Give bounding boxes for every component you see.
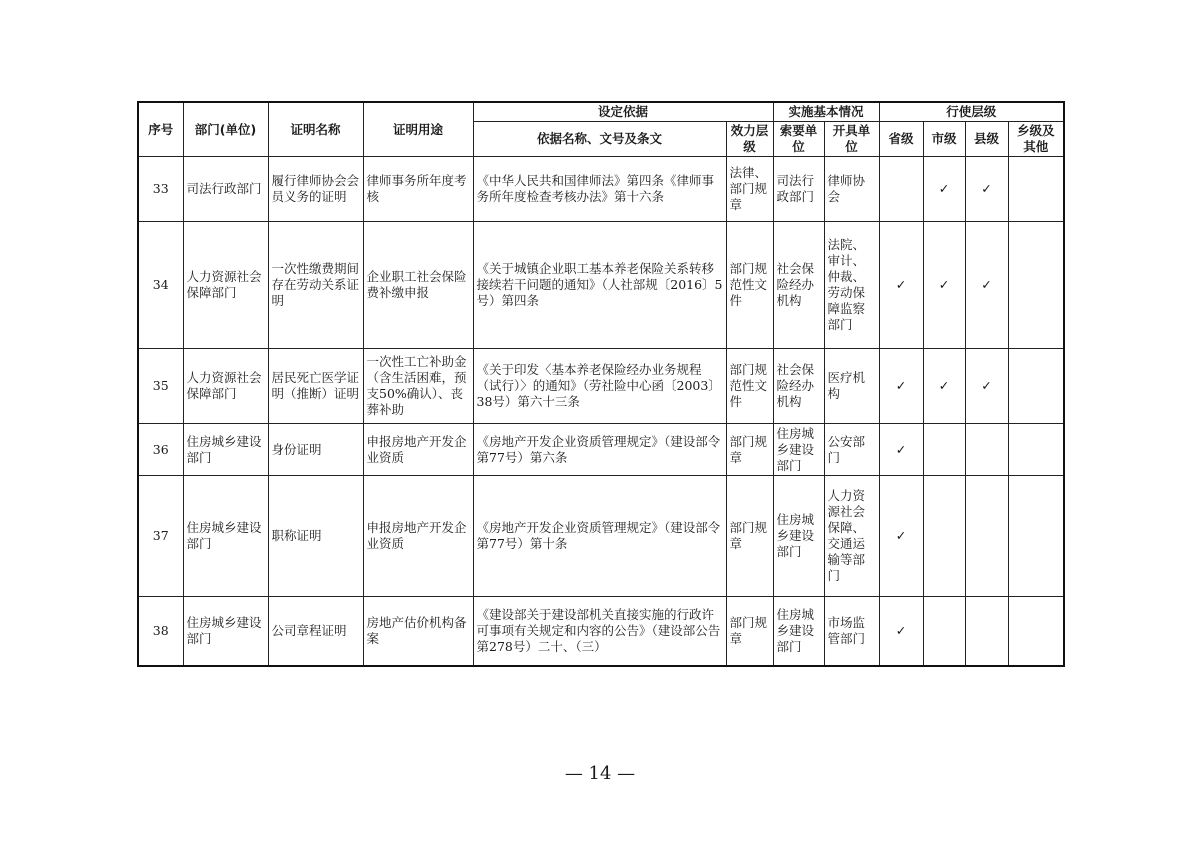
cell-cert-use: 企业职工社会保险费补缴申报 xyxy=(363,222,473,349)
cell-city xyxy=(923,424,965,476)
cell-cert-name: 居民死亡医学证明（推断）证明 xyxy=(268,349,363,424)
cell-town xyxy=(1008,597,1064,666)
cell-cert-use: 申报房地产开发企业资质 xyxy=(363,424,473,476)
cell-level: 部门规章 xyxy=(726,597,773,666)
cell-county xyxy=(965,597,1008,666)
cell-county: ✓ xyxy=(965,222,1008,349)
cell-req-unit: 住房城乡建设部门 xyxy=(773,424,824,476)
cell-town xyxy=(1008,349,1064,424)
cell-dept: 人力资源社会保障部门 xyxy=(183,222,268,349)
cell-cert-use: 房地产估价机构备案 xyxy=(363,597,473,666)
cell-prov: ✓ xyxy=(879,597,923,666)
cell-level: 部门规章 xyxy=(726,424,773,476)
cell-req-unit: 住房城乡建设部门 xyxy=(773,476,824,597)
cell-prov: ✓ xyxy=(879,222,923,349)
cell-prov: ✓ xyxy=(879,424,923,476)
header-town: 乡级及其他 xyxy=(1008,122,1064,157)
cell-issue-unit: 市场监管部门 xyxy=(824,597,879,666)
cell-cert-name: 公司章程证明 xyxy=(268,597,363,666)
cell-seq: 38 xyxy=(138,597,183,666)
cell-county: ✓ xyxy=(965,349,1008,424)
cell-cert-name: 身份证明 xyxy=(268,424,363,476)
cell-cert-use: 申报房地产开发企业资质 xyxy=(363,476,473,597)
cell-cert-use: 一次性工亡补助金（含生活困难，预支50%确认）、丧葬补助 xyxy=(363,349,473,424)
table-row xyxy=(138,597,1064,666)
cell-city: ✓ xyxy=(923,157,965,222)
cell-level: 法律、部门规章 xyxy=(726,157,773,222)
cell-cert-name: 履行律师协会会员义务的证明 xyxy=(268,157,363,222)
cell-cert-use: 律师事务所年度考核 xyxy=(363,157,473,222)
certificate-table xyxy=(137,101,1065,667)
header-prov: 省级 xyxy=(879,122,923,157)
cell-city xyxy=(923,476,965,597)
cell-level: 部门规范性文件 xyxy=(726,349,773,424)
header-exec-group: 行使层级 xyxy=(879,102,1064,122)
header-county: 县级 xyxy=(965,122,1008,157)
cell-city: ✓ xyxy=(923,349,965,424)
cell-seq: 34 xyxy=(138,222,183,349)
cell-dept: 住房城乡建设部门 xyxy=(183,597,268,666)
cell-basis: 《中华人民共和国律师法》第四条《律师事务所年度检查考核办法》第十六条 xyxy=(473,157,726,222)
cell-basis: 《房地产开发企业资质管理规定》（建设部令第77号）第六条 xyxy=(473,424,726,476)
cell-dept: 住房城乡建设部门 xyxy=(183,424,268,476)
cell-issue-unit: 医疗机构 xyxy=(824,349,879,424)
cell-req-unit: 社会保险经办机构 xyxy=(773,222,824,349)
header-seq: 序号 xyxy=(138,102,183,157)
cell-prov xyxy=(879,157,923,222)
cell-req-unit: 社会保险经办机构 xyxy=(773,349,824,424)
header-issue-unit: 开具单位 xyxy=(824,122,879,157)
header-dept: 部门(单位) xyxy=(183,102,268,157)
table-row xyxy=(138,222,1064,349)
cell-issue-unit: 公安部门 xyxy=(824,424,879,476)
header-cert-name: 证明名称 xyxy=(268,102,363,157)
cell-prov: ✓ xyxy=(879,349,923,424)
table-row xyxy=(138,349,1064,424)
cell-town xyxy=(1008,424,1064,476)
header-city: 市级 xyxy=(923,122,965,157)
cell-city: ✓ xyxy=(923,222,965,349)
cell-dept: 司法行政部门 xyxy=(183,157,268,222)
header-basis-text: 依据名称、文号及条文 xyxy=(473,122,726,157)
cell-seq: 35 xyxy=(138,349,183,424)
cell-req-unit: 司法行政部门 xyxy=(773,157,824,222)
cell-cert-name: 一次性缴费期间存在劳动关系证明 xyxy=(268,222,363,349)
page-number: — 14 — xyxy=(564,763,636,784)
header-level: 效力层级 xyxy=(726,122,773,157)
header-basis-group: 设定依据 xyxy=(473,102,773,122)
cell-issue-unit: 律师协会 xyxy=(824,157,879,222)
cell-dept: 人力资源社会保障部门 xyxy=(183,349,268,424)
cell-prov: ✓ xyxy=(879,476,923,597)
cell-level: 部门规范性文件 xyxy=(726,222,773,349)
table-row xyxy=(138,424,1064,476)
cell-issue-unit: 法院、审计、仲裁、劳动保障监察部门 xyxy=(824,222,879,349)
cell-county: ✓ xyxy=(965,157,1008,222)
cell-county xyxy=(965,476,1008,597)
cell-seq: 37 xyxy=(138,476,183,597)
cell-town xyxy=(1008,157,1064,222)
cell-basis: 《关于城镇企业职工基本养老保险关系转移接续若干问题的通知》（人社部规〔2016〕5号）第四条 xyxy=(473,222,726,349)
cell-dept: 住房城乡建设部门 xyxy=(183,476,268,597)
table-row xyxy=(138,157,1064,222)
cell-seq: 33 xyxy=(138,157,183,222)
cell-basis: 《建设部关于建设部机关直接实施的行政许可事项有关规定和内容的公告》（建设部公告第278号）二十、（三） xyxy=(473,597,726,666)
cell-basis: 《房地产开发企业资质管理规定》（建设部令第77号）第十条 xyxy=(473,476,726,597)
cell-town xyxy=(1008,222,1064,349)
header-impl-group: 实施基本情况 xyxy=(773,102,879,122)
cell-town xyxy=(1008,476,1064,597)
cell-basis: 《关于印发〈基本养老保险经办业务规程（试行）〉的通知》（劳社险中心函〔2003〕38号）第六十三条 xyxy=(473,349,726,424)
cell-issue-unit: 人力资源社会保障、交通运输等部门 xyxy=(824,476,879,597)
cell-county xyxy=(965,424,1008,476)
header-cert-use: 证明用途 xyxy=(363,102,473,157)
cell-seq: 36 xyxy=(138,424,183,476)
cell-city xyxy=(923,597,965,666)
cell-req-unit: 住房城乡建设部门 xyxy=(773,597,824,666)
cell-cert-name: 职称证明 xyxy=(268,476,363,597)
table-row xyxy=(138,476,1064,597)
header-req-unit: 索要单位 xyxy=(773,122,824,157)
cell-level: 部门规章 xyxy=(726,476,773,597)
